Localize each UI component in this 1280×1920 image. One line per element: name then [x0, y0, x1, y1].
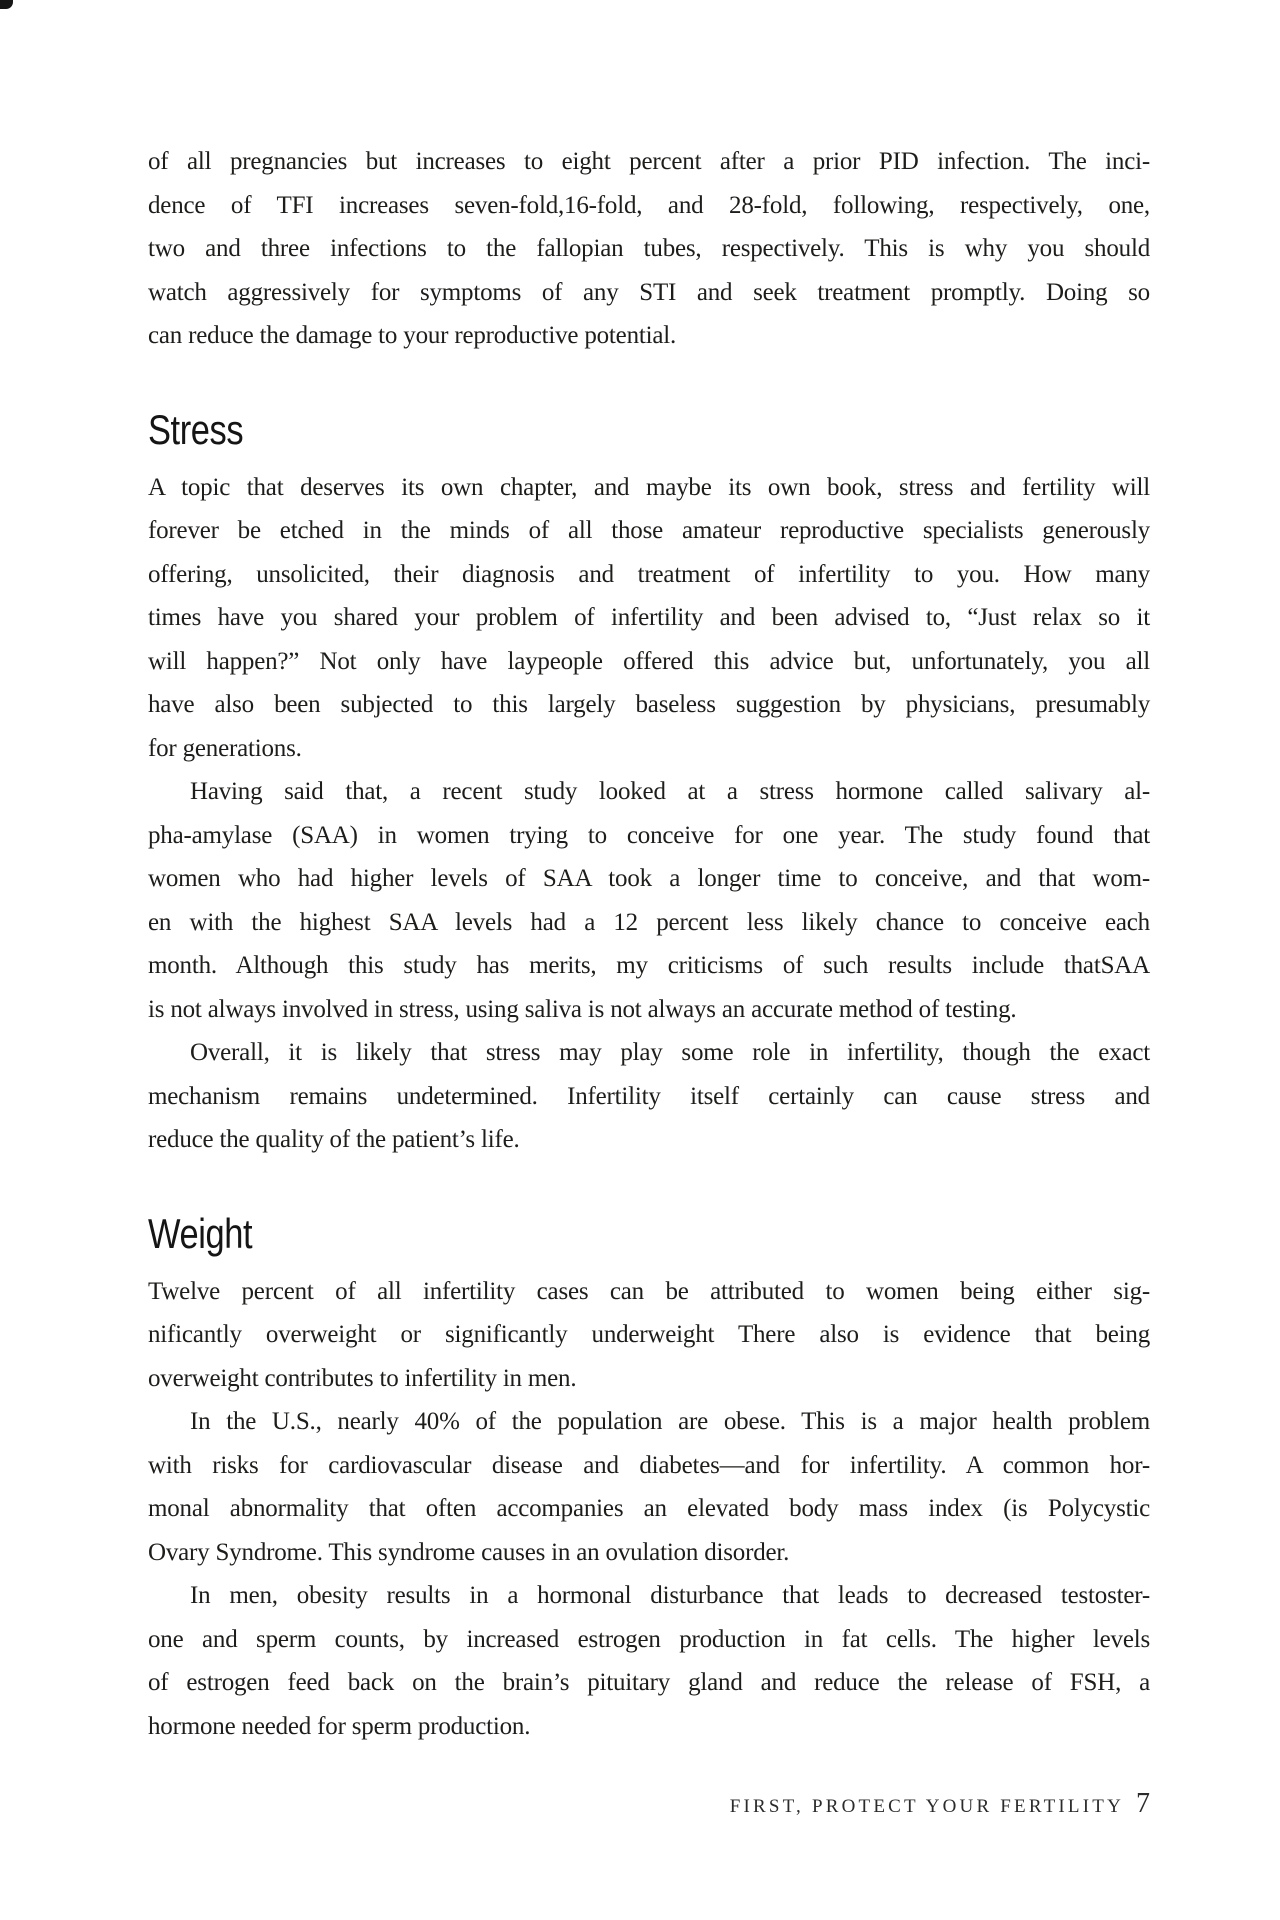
text-line: overweight contributes to infertility in men.	[148, 1364, 577, 1392]
text-line: monal abnormality that often accompanies an elevated body mass index (is Polycystic	[148, 1495, 1150, 1522]
text-line: mechanism remains undetermined. Infertility itself certainly can cause stress and	[148, 1082, 1150, 1110]
paragraph	[148, 1031, 1150, 1162]
section-stress	[148, 402, 1150, 1162]
text-line: Ovary Syndrome. This syndrome causes in an ovulation disorder.	[148, 1538, 790, 1566]
running-title: FIRST, PROTECT YOUR FERTILITY	[729, 1796, 1124, 1817]
section-heading: Stress	[148, 405, 244, 453]
text-line: one and sperm counts, by increased estrogen production in fat cells. The higher levels	[148, 1625, 1150, 1653]
text-line: watch aggressively for symptoms of any STI and seek treatment promptly. Doing so	[148, 278, 1150, 306]
text-line: dence of TFI increases seven-fold,16-fold, and 28-fold, following, respectively, one,	[148, 191, 1150, 219]
text-line: with risks for cardiovascular disease and diabetes—and for infertility. A common hor-	[148, 1451, 1150, 1479]
text-line: offering, unsolicited, their diagnosis and treatment of infertility to you. How many	[148, 560, 1150, 588]
text-line: In men, obesity results in a hormonal disturbance that leads to decreased testoster-	[190, 1582, 1150, 1609]
text-line: times have you shared your problem of infertility and been advised to, “Just relax so it	[148, 604, 1150, 631]
text-line: have also been subjected to this largely baseless suggestion by physicians, presumably	[148, 691, 1150, 718]
text-line: A topic that deserves its own chapter, and maybe its own book, stress and fertility will	[148, 473, 1150, 501]
paragraph	[148, 1270, 1150, 1401]
scan-corner-artifact	[0, 0, 13, 9]
text-line: is not always involved in stress, using saliva is not always an accurate method of testing.	[148, 995, 1017, 1023]
section-weight	[148, 1206, 1150, 1749]
paragraph	[148, 1400, 1150, 1574]
text-line: two and three infections to the fallopian tubes, respectively. This is why you should	[148, 235, 1150, 262]
intro-paragraph	[148, 140, 1150, 358]
text-line: en with the highest SAA levels had a 12 percent less likely chance to conceive each	[148, 908, 1150, 936]
text-line: Overall, it is likely that stress may play some role in infertility, though the exact	[190, 1039, 1150, 1066]
text-line: In the U.S., nearly 40% of the population are obese. This is a major health problem	[190, 1408, 1150, 1435]
text-line: of all pregnancies but increases to eight percent after a prior PID infection. The inci-	[148, 148, 1150, 175]
text-line: can reduce the damage to your reproductive potential.	[148, 322, 677, 349]
text-line: Twelve percent of all infertility cases can be attributed to women being either sig-	[148, 1277, 1150, 1305]
text-line: will happen?” Not only have laypeople offered this advice but, unfortunately, you all	[148, 647, 1150, 675]
text-line: month. Although this study has merits, my criticisms of such results include thatSAA	[148, 952, 1150, 979]
text-line: reduce the quality of the patient’s life.	[148, 1126, 520, 1153]
page-footer	[148, 1790, 1150, 1818]
sections-container	[148, 402, 1150, 1749]
paragraph	[148, 1574, 1150, 1748]
page-number: 7	[1136, 1788, 1150, 1819]
text-line: forever be etched in the minds of all those amateur reproductive specialists generously	[148, 517, 1150, 544]
text-line: women who had higher levels of SAA took a longer time to conceive, and that wom-	[148, 865, 1150, 892]
section-heading: Weight	[148, 1209, 253, 1257]
text-line: hormone needed for sperm production.	[148, 1712, 531, 1740]
text-line: Having said that, a recent study looked at a stress hormone called salivary al-	[190, 778, 1150, 805]
text-line: of estrogen feed back on the brain’s pituitary gland and reduce the release of FSH, a	[148, 1669, 1150, 1696]
paragraph	[148, 770, 1150, 1031]
text-line: pha-amylase (SAA) in women trying to conceive for one year. The study found that	[148, 821, 1150, 849]
text-line: nificantly overweight or significantly underweight There also is evidence that being	[148, 1321, 1150, 1348]
text-line: for generations.	[148, 734, 302, 762]
paragraph	[148, 466, 1150, 771]
page-content	[148, 140, 1150, 1748]
